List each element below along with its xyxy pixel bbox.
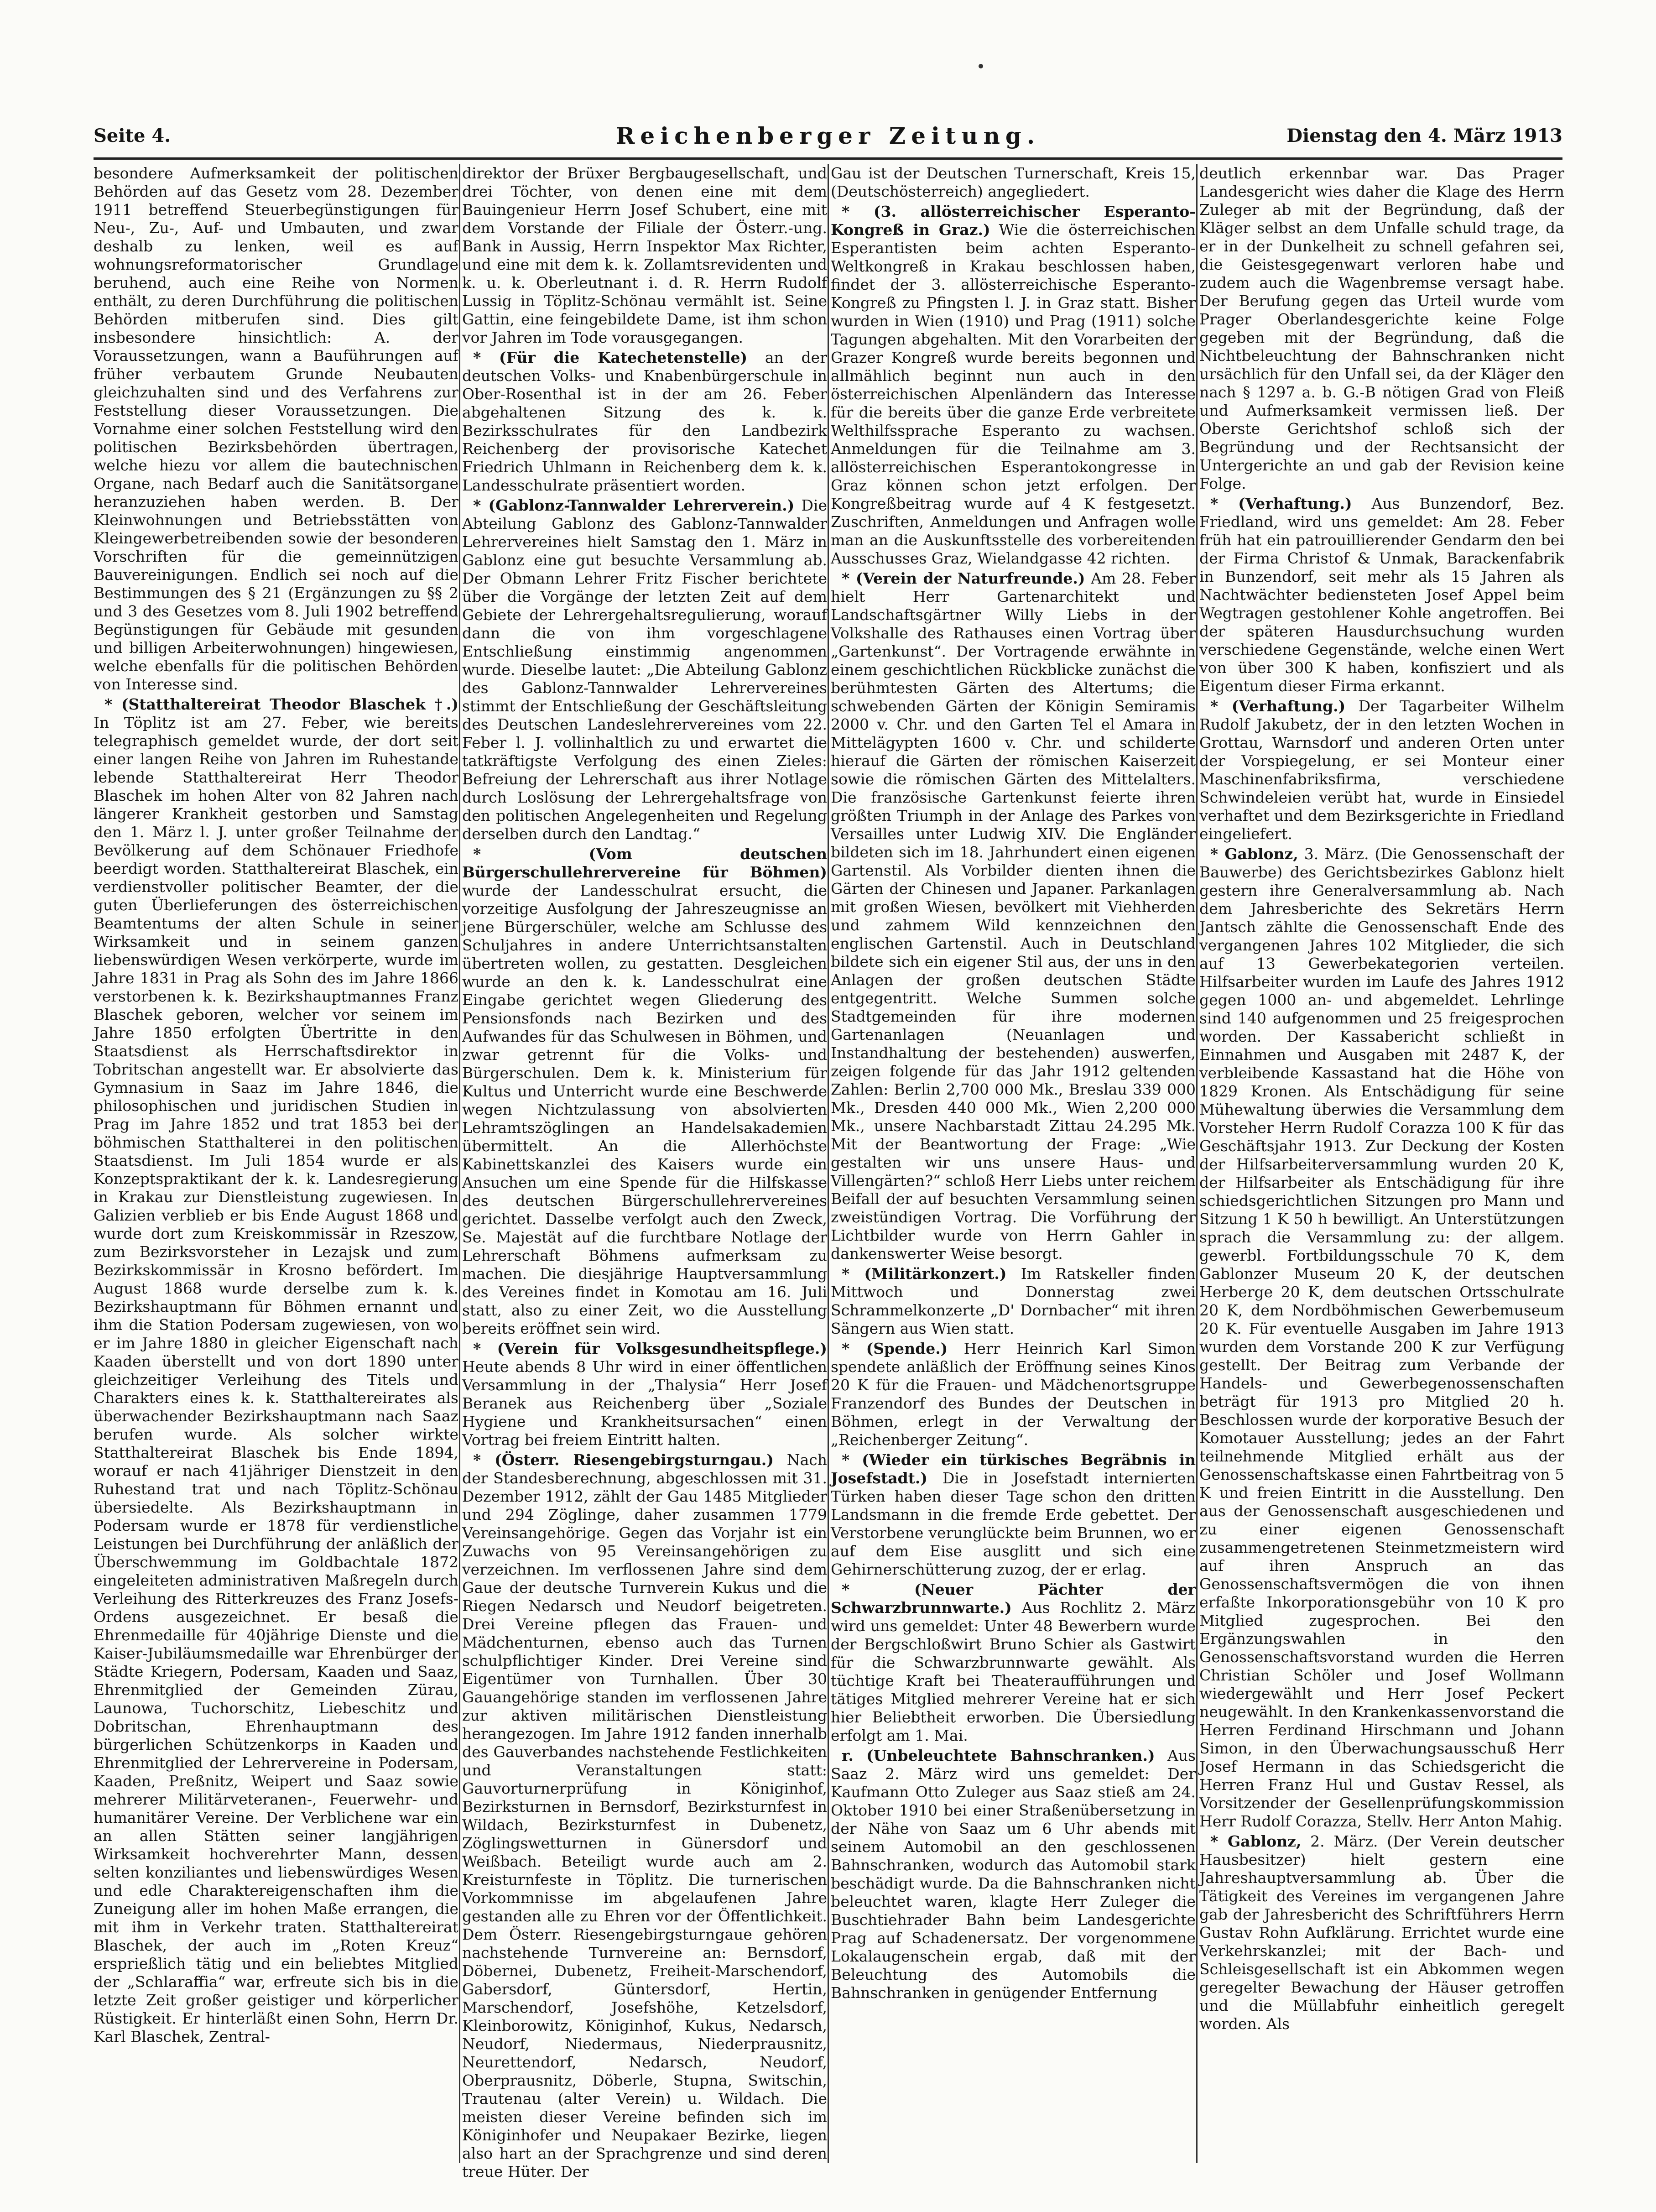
article-paragraph xyxy=(462,845,827,1338)
article-text: Aus Rochlitz 2. März wird uns gemeldet: Unter 48 Bewerbern wurde der Bergschloßwirt Bruno Schier als Gastwirt für die Schwarzbrunnwarte gewählt. Als tüchtige Kraft bei Theateraufführungen und tätiges Mitglied mehrerer Vereine hat er sich hier Beliebtheit erworben. Die Übersiedlung erfolgt am 1. Mai. xyxy=(831,1599,1196,1744)
article-heading: * (Neuer Pächter der Schwarzbrunnwarte.) xyxy=(831,1581,1196,1617)
article-paragraph xyxy=(831,1340,1196,1449)
article-text: 2. März. (Der Verein deutscher Hausbesitzer) hielt gestern eine Jahreshauptversammlung ab. Über die Tätigkeit des Vereines im vergangenen Jahre gab der Jahresbericht des Schriftführers Herrn Gustav Rohn Aufklärung. Errichtet wurde eine Verkehrskanzlei; mit der Bach- und Schleisgesellschaft ist ein Abkommen wegen geregelter Bewachung der Häuser getroffen und die Müllabfuhr einheitlich geregelt worden. Als xyxy=(1199,1832,1564,2033)
article-paragraph xyxy=(831,164,1196,201)
article-text: Der Tagarbeiter Wilhelm Rudolf Jakubetz, der in den letzten Wochen in Grottau, Warnsdorf und anderen Orten unter der Vorspiegelung, er sei Monteur einer Maschinenfabriksfirma, verschiedene Schwindeleien verübt hat, wurde in Einsiedel verhaftet und dem Bezirksgerichte in Friedland eingeliefert. xyxy=(1199,697,1564,843)
article-paragraph xyxy=(1199,495,1564,695)
article-text: an der deutschen Volks- und Knabenbürgerschule in Ober-Rosenthal ist in der am 26. Feber abgehaltenen Sitzung des k. k. Bezirksschulrates für den Landbezirk Reichenberg der provisorische Katechet Friedrich Uhlmann in Reichenberg dem k. k. Landesschulrate präsentiert worden. xyxy=(462,349,827,494)
article-paragraph xyxy=(462,349,827,495)
column-1 xyxy=(94,164,458,2163)
print-speck xyxy=(979,64,983,68)
article-heading: * (Statthaltereirat Theodor Blaschek †.) xyxy=(104,695,458,713)
column-3 xyxy=(831,164,1196,2163)
article-heading: * (Spende.) xyxy=(842,1340,948,1357)
article-paragraph xyxy=(831,1451,1196,1579)
article-text: Am 28. Feber hielt Herr Gartenarchitekt und Landschaftsgärtner Willy Liebs in der Volkshalle des Rathauses einen Vortrag über „Gartenkunst“. Der Vortragende erwähnte in einem geschichtlichen Rückblicke zunächst die berühmtesten Gärten des Altertums; die schwebenden Gärten der Königin Semiramis 2000 v. Chr. und den Garten Tel el Amara in Mittelägypten 1600 v. Chr. und schilderte hierauf die Gärten der römischen Kaiserzeit sowie die römischen Gärten des Mittelalters. Die französische Gartenkunst feierte ihren größten Triumph in der Anlage des Parkes von Versailles unter Ludwig XIV. Die Engländer bildeten sich im 18. Jahrhundert einen eigenen Gartenstil. Als Vorbilder dienten ihnen die Gärten der Chinesen und Japaner. Parkanlagen mit großen Wiesen, bevölkert mit Viehherden und zahmem Wild kennzeichnen den englischen Gartenstil. Auch in Deutschland bildete sich ein eigener Stil aus, der uns in den Anlagen der großen deutschen Städte entgegentritt. Welche Summen solche Stadtgemeinden für ihre modernen Gartenanlagen (Neuanlagen und Instandhaltung der bestehenden) auswerfen, zeigen folgende für das Jahr 1912 geltenden Zahlen: Berlin 2,700 000 Mk., Breslau 339 000 Mk., Dresden 440 000 Mk., Wien 2,200 000 Mk., unsere Nachbarstadt Zittau 24.295 Mk. Mit der Beantwortung der Frage: „Wie gestalten wir uns unsere Haus- und Villengärten?“ schloß Herr Liebs unter reichem Beifall der auf besuchten Versammlung seinen zweistündigen Vortrag. Die Vorführung der Lichtbilder wurde von Herrn Gahler in dankenswerter Weise besorgt. xyxy=(831,569,1196,1263)
article-paragraph xyxy=(1199,164,1564,493)
column-divider xyxy=(828,164,829,2163)
article-heading: * Gablonz, xyxy=(1210,845,1298,863)
article-paragraph xyxy=(831,569,1196,1263)
article-text: deutlich erkennbar war. Das Prager Landesgericht wies daher die Klage des Herrn Zuleger ab mit der Begründung, daß der Kläger selbst an dem Unfalle schuld trage, da er in der Dunkelheit zu schnell gefahren sei, die Geistesgegenwart verloren habe und zudem auch die Wagenbremse versagt habe. Der Berufung gegen das Urteil wurde vom Prager Oberlandesgerichte keine Folge gegeben mit der Begründung, daß die Nichtbeleuchtung der Bahnschranken nicht ursächlich für den Unfall sei, da der Kläger den nach § 1297 a. b. G.-B nötigen Grad von Fleiß und Aufmerksamkeit vermissen ließ. Der Oberste Gerichtshof schloß sich der Begründung und der Rechtsansicht der Untergerichte an und gab der Revision keine Folge. xyxy=(1199,164,1564,492)
column-divider xyxy=(1196,164,1198,2163)
article-paragraph xyxy=(462,1451,827,2181)
newspaper-title: Reichenberger Zeitung. xyxy=(615,122,1041,149)
header-rule xyxy=(94,157,1562,160)
article-paragraph xyxy=(462,496,827,843)
article-paragraph xyxy=(831,1581,1196,1745)
article-heading: * (Verhaftung.) xyxy=(1210,495,1352,512)
article-heading: * (Österr. Riesengebirgsturngau.) xyxy=(473,1451,774,1469)
article-heading: * (Verein für Volksgesundheitspflege.) xyxy=(473,1340,827,1357)
article-paragraph xyxy=(831,1265,1196,1338)
article-text: Die in Josefstadt internierten Türken haben dieser Tage schon den dritten Landsmann in die fremde Erde gebettet. Der Verstorbene verunglückte beim Brunnen, wo er auf dem Eise ausglitt und sich eine Gehirnerschütterung zuzog, der er erlag. xyxy=(831,1469,1196,1578)
article-paragraph xyxy=(462,164,827,347)
article-text: Heute abends 8 Uhr wird in einer öffentlichen Versammlung in der „Thalysia“ Herr Josef Beranek aus Reichenberg über „Soziale Hygiene und Krankheitsursachen“ einen Vortrag bei freiem Eintritt halten. xyxy=(462,1358,827,1449)
article-text: Nach der Standesberechnung, abgeschlossen mit 31. Dezember 1912, zählt der Gau 1485 Mitglieder und 294 Zöglinge, daher zusammen 1779 Vereinsangehörige. Gegen das Vorjahr ist ein Zuwachs von 95 Vereinsangehörigen zu verzeichnen. Im verflossenen Jahre sind dem Gaue der deutsche Turnverein Kukus und die Riegen Nedarsch und Neudorf beigetreten. Drei Vereine pflegen das Frauen- und Mädchenturnen, ebenso auch das Turnen schulpflichtiger Kinder. Drei Vereine sind Eigentümer von Turnhallen. Über 30 Gauangehörige standen im verflossenen Jahre zur aktiven militärischen Dienstleistung herangezogen. Im Jahre 1912 fanden innerhalb des Gauverbandes nachstehende Festlichkeiten und Veranstaltungen statt: Gauvorturnerprüfung in Königinhof, Bezirksturnen in Bernsdorf, Bezirksturnfest in Wildach, Bezirksturnfest in Dubenetz, Zöglingswetturnen in Günersdorf und Weißbach. Beteiligt wurde auch am 2. Kreisturnfeste in Töplitz. Die turnerischen Vorkommnisse im abgelaufenen Jahre gestanden alle zu Ehren vor der Öffentlichkeit. Dem Österr. Riesengebirgsturngaue gehören nachstehende Turnvereine an: Bernsdorf, Döbernei, Dubenetz, Freiheit-Marschendorf, Gabersdorf, Güntersdorf, Hertin, Marschendorf, Josefshöhe, Ketzelsdorf, Kleinborowitz, Königinhof, Kukus, Nedarsch, Neudorf, Niedermaus, Niederprausnitz, Neurettendorf, Nedarsch, Neudorf, Oberprausnitz, Döberle, Stupna, Switschin, Trautenau (alter Verein) u. Wildach. Die meisten dieser Vereine befinden sich im Königinhofer und Neupakaer Bezirke, liegen also hart an der Sprachgrenze und sind deren treue Hüter. Der xyxy=(462,1451,827,2181)
article-heading: * (Wieder ein türkisches Begräbnis in Josefstadt.) xyxy=(831,1451,1196,1487)
article-text: Im Ratskeller finden Mittwoch und Donnerstag zwei Schrammelkonzerte „D' Dornbacher“ mit ihren Sängern aus Wien statt. xyxy=(831,1265,1196,1337)
article-heading: * (Gablonz-Tannwalder Lehrerverein.) xyxy=(473,496,795,514)
article-paragraph xyxy=(1199,1832,1564,2033)
article-heading: * (Militärkonzert.) xyxy=(842,1265,1007,1283)
article-paragraph xyxy=(831,1747,1196,2002)
article-text: direktor der Brüxer Bergbaugesellschaft, und drei Töchter, von denen eine mit dem Bauingenieur Herrn Josef Schubert, eine mit dem Vorstande der Filiale der Österr.-ung. Bank in Aussig, Herrn Inspektor Max Richter, und eine mit dem k. k. Zollamtsrevidenten und k. u. k. Oberleutnant i. d. R. Herrn Rudolf Lussig in Töplitz-Schönau vermählt ist. Seine Gattin, eine feingebildete Dame, ist ihm schon vor Jahren im Tode vorausgegangen. xyxy=(462,164,827,346)
page-header xyxy=(94,122,1562,154)
article-heading: r. (Unbeleuchtete Bahnschranken.) xyxy=(842,1747,1155,1764)
article-text: wurde der Landesschulrat ersucht, die vorzeitige Ausfolgung der Jahreszeugnisse an jene Bürgerschüler, welche am Schlusse des Schuljahres in andere Unterrichtsanstalten übertreten wollen, zu gestatten. Desgleichen wurde an den k. k. Landesschulrat eine Eingabe gerichtet wegen Gliederung des Pensionsfonds nach Bezirken und des Aufwandes für das Schulwesen in Böhmen, und zwar getrennt für die Volks- und Bürgerschulen. Dem k. k. Ministerium für Kultus und Unterricht wurde eine Beschwerde wegen Nichtzulassung von absolvierten Lehramtszöglingen an Handelsakademien übermittelt. An die Allerhöchste Kabinettskanzlei des Kaisers wurde ein Ansuchen um eine Spende für die Hilfskasse des deutschen Bürgerschullehrervereines gerichtet. Dasselbe verfolgt auch den Zweck, Se. Majestät auf die furchtbare Notlage der Lehrerschaft Böhmens aufmerksam zu machen. Die diesjährige Hauptversammlung des Vereines findet in Komotau am 16. Juli statt, also zu einer Zeit, wo die Ausstellung bereits eröffnet sein wird. xyxy=(462,882,827,1337)
article-paragraph xyxy=(1199,697,1564,843)
article-paragraph xyxy=(94,695,458,2046)
article-text: Aus Saaz 2. März wird uns gemeldet: Der Kaufmann Otto Zuleger aus Saaz stieß am 24. Oktober 1910 bei einer Straßenübersetzung in der Nähe von Saaz um 6 Uhr abends mit seinem Automobil an den geschlossenen Bahnschranken, wodurch das Automobil stark beschädigt wurde. Da die Bahnschranken nicht beleuchtet waren, klagte Herr Zuleger die Buschtiehrader Bahn beim Landesgerichte Prag auf Schadenersatz. Der vorgenommene Lokalaugenschein ergab, daß mit der Beleuchtung des Automobils die Bahnschranken in genügender Entfernung xyxy=(831,1747,1196,2002)
article-paragraph xyxy=(1199,845,1564,1831)
article-heading: * Gablonz, xyxy=(1210,1832,1302,1850)
article-heading: * (Verein der Naturfreunde.) xyxy=(842,569,1085,587)
article-text: besondere Aufmerksamkeit der politischen Behörden auf das Gesetz vom 28. Dezember 1911 betreffend Steuerbegünstigungen für Neu-, Zu-, Auf- und Umbauten, und zwar deshalb zu lenken, weil es auf wohnungsreformatorischer Grundlage beruhend, auch eine Reihe von Normen enthält, zu deren Durchführung die politischen Behörden mitberufen sind. Dies gilt insbesondere hinsichtlich: A. der Voraussetzungen, wann a Bauführungen auf früher verbautem Grunde Neubauten gleichzuhalten sind und des Verfahrens zur Feststellung dieser Voraussetzungen. Die Vornahme einer solchen Feststellung wird den politischen Bezirksbehörden übertragen, welche hiezu vor allem die bautechnischen Organe, nach Bedarf auch die Sanitätsorgane heranzuziehen haben werden. B. Der Kleinwohnungen und Betriebsstätten von Kleingewerbetreibenden sowie der besonderen Vorschriften für die gemeinnützigen Bauvereinigungen. Endlich sei noch auf die Bestimmungen des § 21 (Ergänzungen zu §§ 2 und 3 des Gesetzes vom 8. Juli 1902 betreffend Begünstigungen für Gebäude mit gesunden und billigen Arbeiterwohnungen) hingewiesen, welche ebenfalls für die politischen Behörden von Interesse sind. xyxy=(94,164,458,693)
column-divider xyxy=(459,164,460,2163)
article-heading: * (Verhaftung.) xyxy=(1210,697,1346,715)
article-heading: * (3. allösterreichischer Esperanto-Kongreß in Graz.) xyxy=(831,203,1196,239)
article-text: In Töplitz ist am 27. Feber, wie bereits telegraphisch gemeldet wurde, der dort seit einer langen Reihe von Jahren im Ruhestande lebende Statthaltereirat Herr Theodor Blaschek im hohen Alter von 82 Jahren nach längerer Krankheit gestorben und Samstag den 1. März l. J. unter großer Teilnahme der Bevölkerung auf dem Schönauer Friedhofe beerdigt worden. Statthaltereirat Blaschek, ein verdienstvoller politischer Beamter, der die guten Überlieferungen des österreichischen Beamtentums der alten Schule in seiner Wirksamkeit und in seinem ganzen liebenswürdigen Wesen verkörperte, wurde im Jahre 1831 in Prag als Sohn des im Jahre 1866 verstorbenen k. k. Bezirkshauptmannes Franz Blaschek geboren, welcher vor seinem im Jahre 1850 erfolgten Übertritte in den Staatsdienst als Herrschaftsdirektor in Tobritschan angestellt war. Er absolvierte das Gymnasium in Saaz im Jahre 1846, die philosophischen und juridischen Studien in Prag im Jahre 1852 und trat 1853 bei der böhmischen Statthalterei in den politischen Staatsdienst. Im Juli 1854 wurde er als Konzeptspraktikant der k. k. Landesregierung in Krakau zur Dienstleistung zugewiesen. In Galizien verblieb er bis Ende August 1868 und wurde dort zum Kreiskommissär in Rzeszow, zum Bezirksvorsteher in Lezajsk und zum Bezirkskommissär in Krosno befördert. Im August 1868 wurde derselbe zum k. k. Bezirkshauptmann für Böhmen ernannt und ihm die Station Podersam zugewiesen, von wo er im Jahre 1880 in gleicher Eigenschaft nach Kaaden überstellt und von dort 1890 unter gleichzeitiger Verleihung des Titels und Charakters eines k. k. Statthaltereirates als überwachender Bezirkshauptmann nach Saaz berufen wurde. Als solcher wirkte Statthaltereirat Blaschek bis Ende 1894, worauf er nach 41jähriger Dienstzeit in den Ruhestand trat und nach Töplitz-Schönau übersiedelte. Als Bezirkshauptmann in Podersam wurde er 1878 für verdienstliche Leistungen bei Durchführung der anläßlich der Überschwemmung im Goldbachtale 1872 eingeleiteten administrativen Maßregeln durch Verleihung des Ritterkreuzes des Franz Josefs-Ordens ausgezeichnet. Er besaß die Ehrenmedaille für 40jährige Dienste und die Kaiser-Jubiläumsmedaille war Ehrenbürger der Städte Kriegern, Podersam, Kaaden und Saaz, Ehrenmitglied der Gemeinden Zürau, Launowa, Tuchorschitz, Liebeschitz und Dobritschan, Ehrenhauptmann des bürgerlichen Schützenkorps in Kaaden und Ehrenmitglied der Lehrervereine in Podersam, Kaaden, Preßnitz, Weipert und Saaz sowie mehrerer Militärveteranen-, Feuerwehr- und humanitärer Vereine. Der Verblichene war ein an allen Stätten seiner langjährigen Wirksamkeit hochverehrter Mann, dessen selten konziliantes und liebenswürdiges Wesen und edle Charaktereigenschaften ihm die Zuneigung aller im hohen Maße errangen, die mit ihm in Verkehr traten. Statthaltereirat Blaschek, der auch im „Roten Kreuz“ ersprießlich tätig und ein beliebtes Mitglied der „Schlaraffia“ war, erfreute sich bis in die letzte Zeit großer geistiger und körperlicher Rüstigkeit. Er hinterläßt einen Sohn, Herrn Dr. Karl Blaschek, Zentral- xyxy=(94,714,458,2045)
article-text: 3. März. (Die Genossenschaft der Bauwerbe) des Gerichtsbezirkes Gablonz hielt gestern ihre Generalversammlung ab. Nach dem Jahresberichte des Sekretärs Herrn Jantsch zählte die Genossenschaft Ende des vergangenen Jahres 102 Mitglieder, die sich auf 13 Gewerbekategorien verteilen. Hilfsarbeiter wurden im Laufe des Jahres 1912 gegen 1000 an- und abgemeldet. Lehrlinge sind 140 aufgenommen und 25 freigesprochen worden. Der Kassabericht schließt in Einnahmen und Ausgaben mit 2487 K, der verbleibende Kassastand hat die Höhe von 1829 Kronen. Als Entschädigung für seine Mühewaltung überwies die Versammlung dem Vorsteher Herrn Rudolf Corazza 100 K für das Geschäftsjahr 1913. Zur Deckung der Kosten der Hilfsarbeiterversammlung wurden 20 K, der Hilfsarbeiter als Entschädigung für ihre schiedsgerichtlichen Sitzungen pro Mann und Sitzung 1 K 50 h bewilligt. An Unterstützungen sprach die Versammlung zu: der allgem. gewerbl. Fortbildungsschule 70 K, dem Gablonzer Museum 20 K, der deutschen Herberge 20 K, dem deutschen Ortsschulrate 20 K, dem Nordböhmischen Gewerbemuseum 20 K. Für eventuelle Ausgaben im Jahre 1913 wurden dem Vorstande 200 K zur Verfügung gestellt. Der Beitrag zum Verbande der Handels- und Gewerbegenossenschaften beträgt für 1913 pro Mitglied 20 h. Beschlossen wurde der korporative Besuch der Komotauer Ausstellung; jedes an der Fahrt teilnehmende Mitglied erhält aus der Genossenschaftskasse einen Fahrtbeitrag von 5 K und freien Eintritt in die Ausstellung. Den aus der Genossenschaft ausgeschiedenen und zu einer eigenen Genossenschaft zusammengetretenen Steinmetzmeistern wird auf ihren Anspruch an das Genossenschaftsvermögen die von ihnen erfaßte Inkorporationsgebühr von 10 K pro Mitglied zugesprochen. Bei den Ergänzungswahlen in den Genossenschaftsvorstand wurden die Herren Christian Schöler und Josef Wollmann wiedergewählt und Herr Josef Peckert neugewählt. In den Krankenkassenvorstand die Herren Ferdinand Hirschmann und Johann Simon, in den Überwachungsausschuß Herr Josef Hermann in das Schiedsgericht die Herren Franz Hul und Gustav Ressel, als Vorsitzender der Gesellenprüfungskommission Herr Rudolf Corazza, Stellv. Herr Anton Mahig. xyxy=(1199,845,1564,1830)
article-text: Aus Bunzendorf, Bez. Friedland, wird uns gemeldet: Am 28. Feber früh hat ein patrouillierender Gendarm den bei der Firma Christof & Unmak, Barackenfabrik in Bunzendorf, seit mehr als 15 Jahren als Nachtwächter bediensteten Josef Appel beim Wegtragen gestohlener Kohle angetroffen. Bei der späteren Hausdurchsuchung wurden verschiedene Gegenstände, welche einen Wert von über 300 K haben, konfisziert und als Eigentum dieser Firma erkannt. xyxy=(1199,495,1564,695)
column-2 xyxy=(462,164,827,2181)
article-text: Gau ist der Deutschen Turnerschaft, Kreis 15, (Deutschösterreich) angegliedert. xyxy=(831,164,1196,200)
article-heading: * (Für die Katechetenstelle) xyxy=(473,349,748,366)
page-number: Seite 4. xyxy=(94,125,171,146)
article-paragraph xyxy=(462,1340,827,1449)
article-paragraph xyxy=(94,164,458,694)
issue-date: Dienstag den 4. März 1913 xyxy=(1286,125,1562,146)
article-text: Herr Heinrich Karl Simon spendete anläßlich der Eröffnung seines Kinos 20 K für die Frauen- und Mädchenortsgruppe Franzendorf des Bundes der Deutschen in Böhmen, erlegt in der Verwaltung der „Reichenberger Zeitung“. xyxy=(831,1340,1196,1449)
article-paragraph xyxy=(831,203,1196,568)
article-heading: * (Vom deutschen Bürgerschullehrervereine für Böhmen) xyxy=(462,845,827,881)
article-text: Die Abteilung Gablonz des Gablonz-Tannwalder Lehrervereines hielt Samstag den 1. März in Gablonz eine gut besuchte Versammlung ab. Der Obmann Lehrer Fritz Fischer berichtete über die Vorgänge der letzten Zeit auf dem Gebiete der Lehrergehaltsregulierung, worauf dann die von ihm vorgeschlagene Entschließung einstimmig angenommen wurde. Dieselbe lautet: „Die Abteilung Gablonz des Gablonz-Tannwalder Lehrervereines stimmt der Entschließung der Geschäftsleitung des Deutschen Landeslehrervereines vom 22. Feber l. J. vollinhaltlich zu und erwartet die tatkräftigste Verfolgung des einen Zieles: Befreiung der Lehrerschaft aus ihrer Notlage durch Loslösung der Lehrergehaltsfrage von den politischen Angelegenheiten und Regelung derselben durch den Landtag.“ xyxy=(462,496,827,843)
column-4 xyxy=(1199,164,1564,2163)
article-text: Wie die österreichischen Esperantisten beim achten Esperanto-Weltkongreß in Krakau beschlossen haben, findet der 3. allösterreichische Esperanto-Kongreß zu Pfingsten l. J. in Graz statt. Bisher wurden in Wien (1910) und Prag (1911) solche Tagungen abgehalten. Mit den Vorarbeiten der Grazer Kongreß wurde bereits begonnen und allmählich beginnt nun auch in den österreichischen Alpenländern das Interesse für die bereits über die ganze Erde verbreitete Welthilfssprache Esperanto zu wachsen. Anmeldungen für die Teilnahme am 3. allösterreichischen Esperantokongresse in Graz können schon jetzt erfolgen. Der Kongreßbeitrag wurde auf 4 K festgesetzt. Zuschriften, Anmeldungen und Anfragen wolle man an die Auskunftsstelle des vorbereitenden Ausschusses Graz, Wielandgasse 42 richten. xyxy=(831,221,1196,567)
